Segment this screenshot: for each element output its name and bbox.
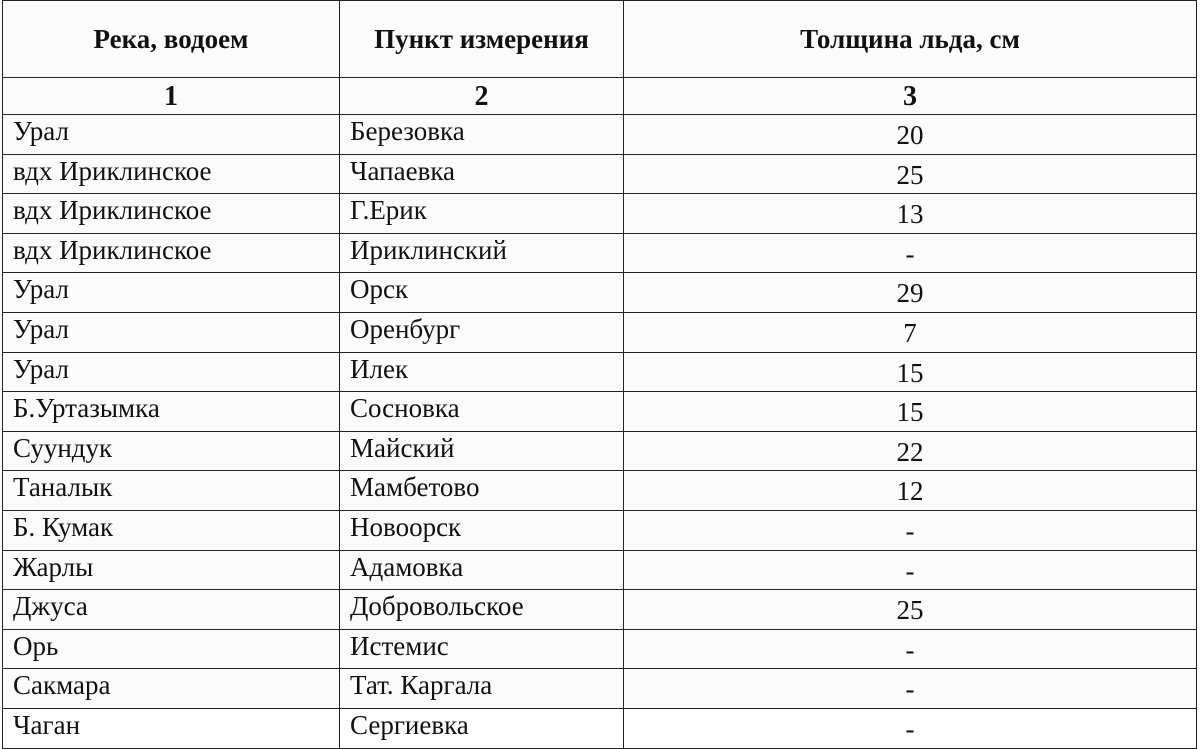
river-cell: вдх Ириклинское [3, 233, 340, 273]
point-cell: Добровольское [340, 590, 624, 630]
table-row [3, 590, 1197, 630]
header-thickness: Толщина льда, см [624, 1, 1197, 78]
river-cell: Урал [3, 312, 340, 352]
point-cell: Новоорск [340, 510, 624, 550]
point-cell: Истемис [340, 629, 624, 669]
point-cell: Оренбург [340, 312, 624, 352]
table-row [3, 669, 1197, 709]
river-cell: Урал [3, 352, 340, 392]
header-row [3, 1, 1197, 78]
river-cell: Жарлы [3, 550, 340, 590]
column-number-2: 2 [340, 78, 624, 115]
point-cell: Березовка [340, 115, 624, 155]
table-row [3, 510, 1197, 550]
river-cell: вдх Ириклинское [3, 154, 340, 194]
table-body [3, 115, 1197, 749]
table-row [3, 431, 1197, 471]
thickness-cell: - [624, 708, 1197, 748]
river-cell: Сакмара [3, 669, 340, 709]
river-cell: Б. Кумак [3, 510, 340, 550]
thickness-cell: 15 [624, 352, 1197, 392]
thickness-cell: 25 [624, 154, 1197, 194]
thickness-cell: 20 [624, 115, 1197, 155]
point-cell: Илек [340, 352, 624, 392]
thickness-cell: 22 [624, 431, 1197, 471]
river-cell: Джуса [3, 590, 340, 630]
river-cell: Б.Уртазымка [3, 392, 340, 432]
column-number-row [3, 78, 1197, 115]
point-cell: Орск [340, 273, 624, 313]
table-row [3, 115, 1197, 155]
table-row [3, 273, 1197, 313]
header-river: Река, водоем [3, 1, 340, 78]
river-cell: Чаган [3, 708, 340, 748]
point-cell: Сергиевка [340, 708, 624, 748]
table-row [3, 154, 1197, 194]
thickness-cell: - [624, 629, 1197, 669]
thickness-cell: 15 [624, 392, 1197, 432]
river-cell: вдх Ириклинское [3, 194, 340, 234]
column-number-3: 3 [624, 78, 1197, 115]
table-row [3, 352, 1197, 392]
river-cell: Таналык [3, 471, 340, 511]
thickness-cell: - [624, 510, 1197, 550]
river-cell: Орь [3, 629, 340, 669]
thickness-cell: - [624, 550, 1197, 590]
point-cell: Майский [340, 431, 624, 471]
point-cell: Чапаевка [340, 154, 624, 194]
table-row [3, 194, 1197, 234]
point-cell: Мамбетово [340, 471, 624, 511]
table-row [3, 471, 1197, 511]
column-number-1: 1 [3, 78, 340, 115]
river-cell: Суундук [3, 431, 340, 471]
thickness-cell: - [624, 669, 1197, 709]
header-point: Пункт измерения [340, 1, 624, 78]
table-row [3, 233, 1197, 273]
thickness-cell: - [624, 233, 1197, 273]
point-cell: Адамовка [340, 550, 624, 590]
ice-thickness-table [2, 0, 1197, 749]
thickness-cell: 7 [624, 312, 1197, 352]
table-row [3, 629, 1197, 669]
table-row [3, 312, 1197, 352]
thickness-cell: 25 [624, 590, 1197, 630]
point-cell: Ириклинский [340, 233, 624, 273]
table-row [3, 392, 1197, 432]
point-cell: Г.Ерик [340, 194, 624, 234]
river-cell: Урал [3, 273, 340, 313]
table-row [3, 708, 1197, 748]
thickness-cell: 12 [624, 471, 1197, 511]
point-cell: Тат. Каргала [340, 669, 624, 709]
thickness-cell: 13 [624, 194, 1197, 234]
point-cell: Сосновка [340, 392, 624, 432]
thickness-cell: 29 [624, 273, 1197, 313]
river-cell: Урал [3, 115, 340, 155]
table-row [3, 550, 1197, 590]
